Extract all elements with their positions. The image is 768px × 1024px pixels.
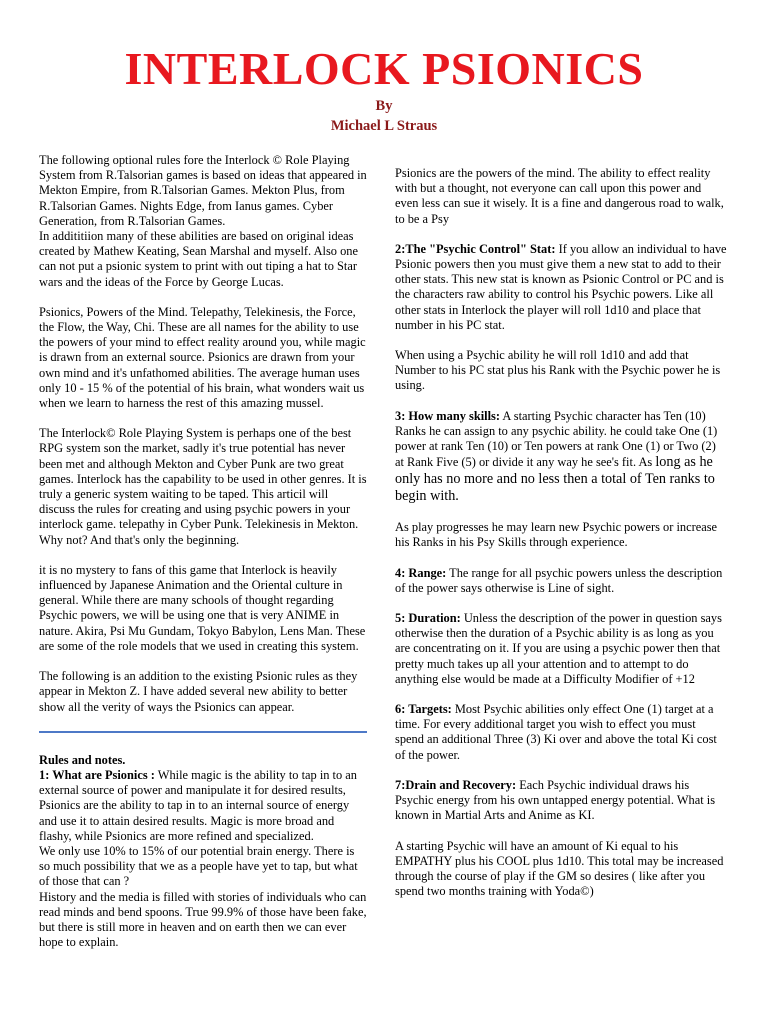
section-4-text: The range for all psychic powers unless the description of the power says otherwise is Line of sight. bbox=[395, 565, 723, 595]
section-4 bbox=[395, 566, 727, 596]
section-3 bbox=[395, 409, 727, 506]
intro-paragraph bbox=[39, 153, 367, 290]
section-5-text: Unless the description of the power in question says otherwise then the duration of a Psychic ability is as long as you are concentrating on it. If you are using a psychic power then that pretty much takes up all your attention and to attempt to do anything else would be made at a Difficulty Modifier of +12 bbox=[395, 611, 722, 686]
section-6 bbox=[395, 702, 727, 763]
section-2-roll: When using a Psychic ability he will roll 1d10 and add that Number to his PC stat plus his Rank with the Psychic power he is using. bbox=[395, 348, 721, 393]
byline bbox=[0, 96, 768, 136]
section-2-text: If you allow an individual to have Psionic powers then you must give them a new stat to add to their other stats. This new stat is known as Psionic Control or PC and is the characters raw ability to control his Psychic powers. Like all other stats in Interlock the player will roll 1d10 and place that number in his PC stat. bbox=[395, 241, 727, 332]
section-3-text: A starting Psychic character has Ten (10) Ranks he can assign to any psychic ability. he could take One (1) power at rank Ten (10) or Ten powers at rank One (1) or Two (2) at Rank Five (5) or divide it any way he see's fit. As bbox=[395, 408, 718, 470]
section-2-heading: 2:The "Psychic Control" Stat: bbox=[395, 241, 556, 256]
intro-sources: The following optional rules fore the Interlock © Role Playing System from R.Talsorian games is based on ideas that appeared in Mekton Empire, from R.Talsorian Games. Mekton Plus, from R.Talsorian Games. Nights Edge, from Ianus games. Cyber Generation, from R.Talsorian Games. bbox=[39, 153, 367, 228]
interlock-paragraph: The Interlock© Role Playing System is perhaps one of the best RPG system son the market, sadly it's true potential has never been met and although Mekton and Cyber Punk are two great games. Interlock has the capability to be used in other genres. It is truly a generic system waiting to be taped. This articil will discuss the rules for creating and using psychic powers in your interlock game. telepathy in Cyber Punk. Telekinesis in Mekton. Why not? And that's only the beginning. bbox=[39, 426, 367, 547]
section-6-heading: 6: Targets: bbox=[395, 702, 452, 717]
section-7-heading: 7:Drain and Recovery: bbox=[395, 777, 517, 792]
section-7-ki: A starting Psychic will have an amount of Ki equal to his EMPATHY plus his COOL plus 1d10. This total may be increased through the course of play if the GM so desires ( like after you spend two months training with Yoda©) bbox=[395, 838, 724, 899]
addition-paragraph: The following is an addition to the existing Psionic rules as they appear in Mekton Z. I have added several new ability to better show all the verity of ways the Psionics can appear. bbox=[39, 669, 358, 714]
psionics-paragraph: Psionics are the powers of the mind. The ability to effect reality with but a thought, not everyone can call upon this power and even less can sue it wisely. It is a fine and dangerous road to walk, to be a Psy bbox=[395, 166, 724, 226]
left-column bbox=[39, 153, 367, 965]
section-5-heading: 5: Duration: bbox=[395, 611, 461, 626]
document-title: INTERLOCK PSIONICS bbox=[124, 43, 644, 94]
intro-credits: In addititiion many of these abilities are based on original ideas created by Mathew Keating, Sean Marshal and myself. Also one can not put a psionic system to print with out tiping a hat to Star wars and the ideas of the Force by George Lucas. bbox=[39, 229, 358, 289]
section-1-heading: 1: What are Psionics : bbox=[39, 767, 155, 782]
section-2 bbox=[395, 242, 727, 333]
author-name: Michael L Straus bbox=[330, 118, 438, 134]
rules-heading: Rules and notes. bbox=[39, 752, 126, 767]
section-3-heading: 3: How many skills: bbox=[395, 408, 500, 423]
section-divider bbox=[39, 731, 367, 733]
anime-paragraph: it is no mystery to fans of this game that Interlock is heavily influenced by Japanese Animation and the Oriental culture in general. While there are many schools of thought regarding Psychic powers, we will be using one that is very ANIME in nature. Akira, Psi Mu Gundam, Tokyo Babylon, Lens Man. These are some of the role models that we used in creating this system. bbox=[39, 562, 366, 653]
section-1-brain: We only use 10% to 15% of our potential brain energy. There is so much possibility that we as a people have yet to tap, but what of those that can ? bbox=[39, 843, 358, 889]
powers-paragraph: Psionics, Powers of the Mind. Telepathy, Telekinesis, the Force, the Flow, the Way, Chi. These are all names for the ability to use the powers of your mind to effect reality around you, while magic is drawn from an external source. Psionics are drawn from your own mind and it's unfathomed abilities. The average human uses only 10 - 15 % of the potential of his brain, what wonders wait us when we learn to harness the rest of this amazing mussel. bbox=[39, 304, 366, 411]
section-7-text: Each Psychic individual draws his Psychic energy from his own untapped energy potential. What is known in Martial Arts and Anime as KI. bbox=[395, 777, 716, 823]
by-label: By bbox=[375, 98, 393, 114]
section-3-progress: As play progresses he may learn new Psychic powers or increase his Ranks in his Psy Skills through experience. bbox=[395, 520, 718, 550]
rules-section bbox=[39, 753, 367, 951]
section-3-large-text: long as he only has no more and no less then a total of Ten ranks to begin with. bbox=[395, 454, 715, 505]
section-1-text: While magic is the ability to tap in to an external source of power and manipulate it for desired results, Psionics are the ability to tap in to an internal source of energy and use it to attain desired results. Magic is more broad and flashy, while Psionics are more refined and specialized. bbox=[39, 767, 357, 843]
section-1-history: History and the media is filled with stories of individuals who can read minds and bend spoons. True 99.9% of those have been fake, but there is still more in heaven and on earth then we can ever hope to explain. bbox=[39, 889, 367, 950]
section-7 bbox=[395, 778, 727, 824]
section-6-text: Most Psychic abilities only effect One (1) target at a time. For every additional target you wish to effect you must spend an additional Three (3) Ki over and above the total Ki cost of the power. bbox=[395, 702, 717, 762]
right-column bbox=[395, 166, 727, 914]
section-4-heading: 4: Range: bbox=[395, 565, 447, 580]
section-5 bbox=[395, 611, 727, 687]
